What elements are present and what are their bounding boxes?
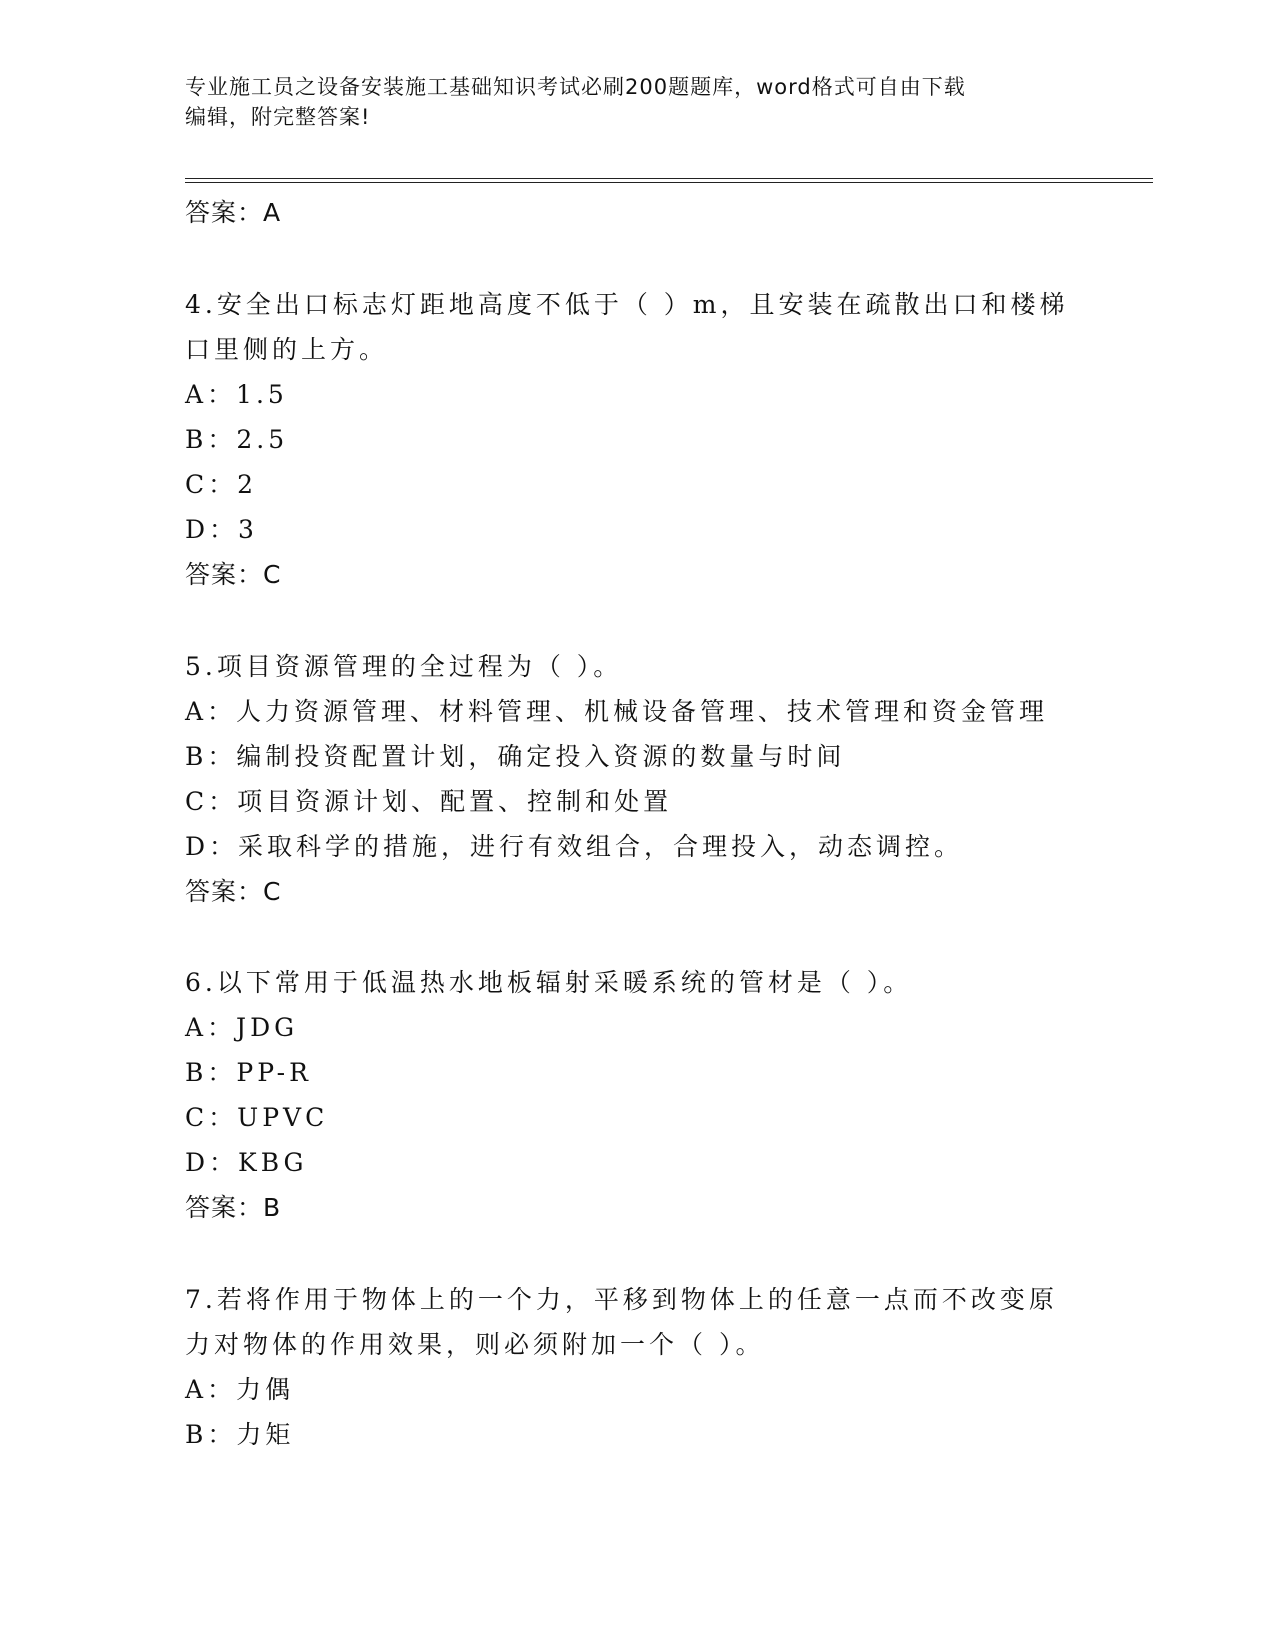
question-5-option-d: D：采取科学的措施，进行有效组合，合理投入，动态调控。 bbox=[185, 832, 964, 861]
question-4-option-b: B：2.5 bbox=[185, 425, 289, 454]
question-5-option-a: A：人力资源管理、材料管理、机械设备管理、技术管理和资金管理 bbox=[185, 697, 1049, 726]
question-4-option-d: D：3 bbox=[185, 515, 258, 544]
document-header bbox=[185, 72, 1065, 132]
question-6-option-b: B：PP-R bbox=[185, 1058, 312, 1087]
header-line-1: 专业施工员之设备安装施工基础知识考试必刷200题题库，word格式可自由下载 bbox=[185, 75, 966, 99]
question-7-option-a: A：力偶 bbox=[185, 1375, 295, 1404]
question-6-option-a: A：JDG bbox=[185, 1013, 299, 1042]
header-rule-bottom bbox=[185, 182, 1153, 183]
question-4-option-a: A：1.5 bbox=[185, 380, 288, 409]
question-4-text-line-2: 口里侧的上方。 bbox=[185, 335, 389, 364]
question-5-answer: 答案：C bbox=[185, 877, 282, 906]
question-6-option-d: D：KBG bbox=[185, 1148, 308, 1177]
question-6-answer: 答案：B bbox=[185, 1193, 282, 1222]
question-5-option-b: B：编制投资配置计划，确定投入资源的数量与时间 bbox=[185, 742, 846, 771]
header-rule-top bbox=[185, 178, 1153, 179]
header-line-2: 编辑，附完整答案! bbox=[185, 105, 371, 129]
question-6-text-line-1: 6.以下常用于低温热水地板辐射采暖系统的管材是（ ）。 bbox=[185, 968, 913, 997]
question-4-answer: 答案：C bbox=[185, 560, 282, 589]
question-7-option-b: B：力矩 bbox=[185, 1420, 295, 1449]
question-7-text-line-2: 力对物体的作用效果，则必须附加一个（ ）。 bbox=[185, 1330, 765, 1359]
question-7-text-line-1: 7.若将作用于物体上的一个力，平移到物体上的任意一点而不改变原 bbox=[185, 1285, 1058, 1314]
question-5-text-line-1: 5.项目资源管理的全过程为（ ）。 bbox=[185, 652, 623, 681]
question-5-option-c: C：项目资源计划、配置、控制和处置 bbox=[185, 787, 673, 816]
question-4-option-c: C：2 bbox=[185, 470, 258, 499]
question-6-option-c: C：UPVC bbox=[185, 1103, 329, 1132]
question-4-text-line-1: 4.安全出口标志灯距地高度不低于（ ）m，且安装在疏散出口和楼梯 bbox=[185, 290, 1069, 319]
previous-answer: 答案：A bbox=[185, 198, 282, 227]
